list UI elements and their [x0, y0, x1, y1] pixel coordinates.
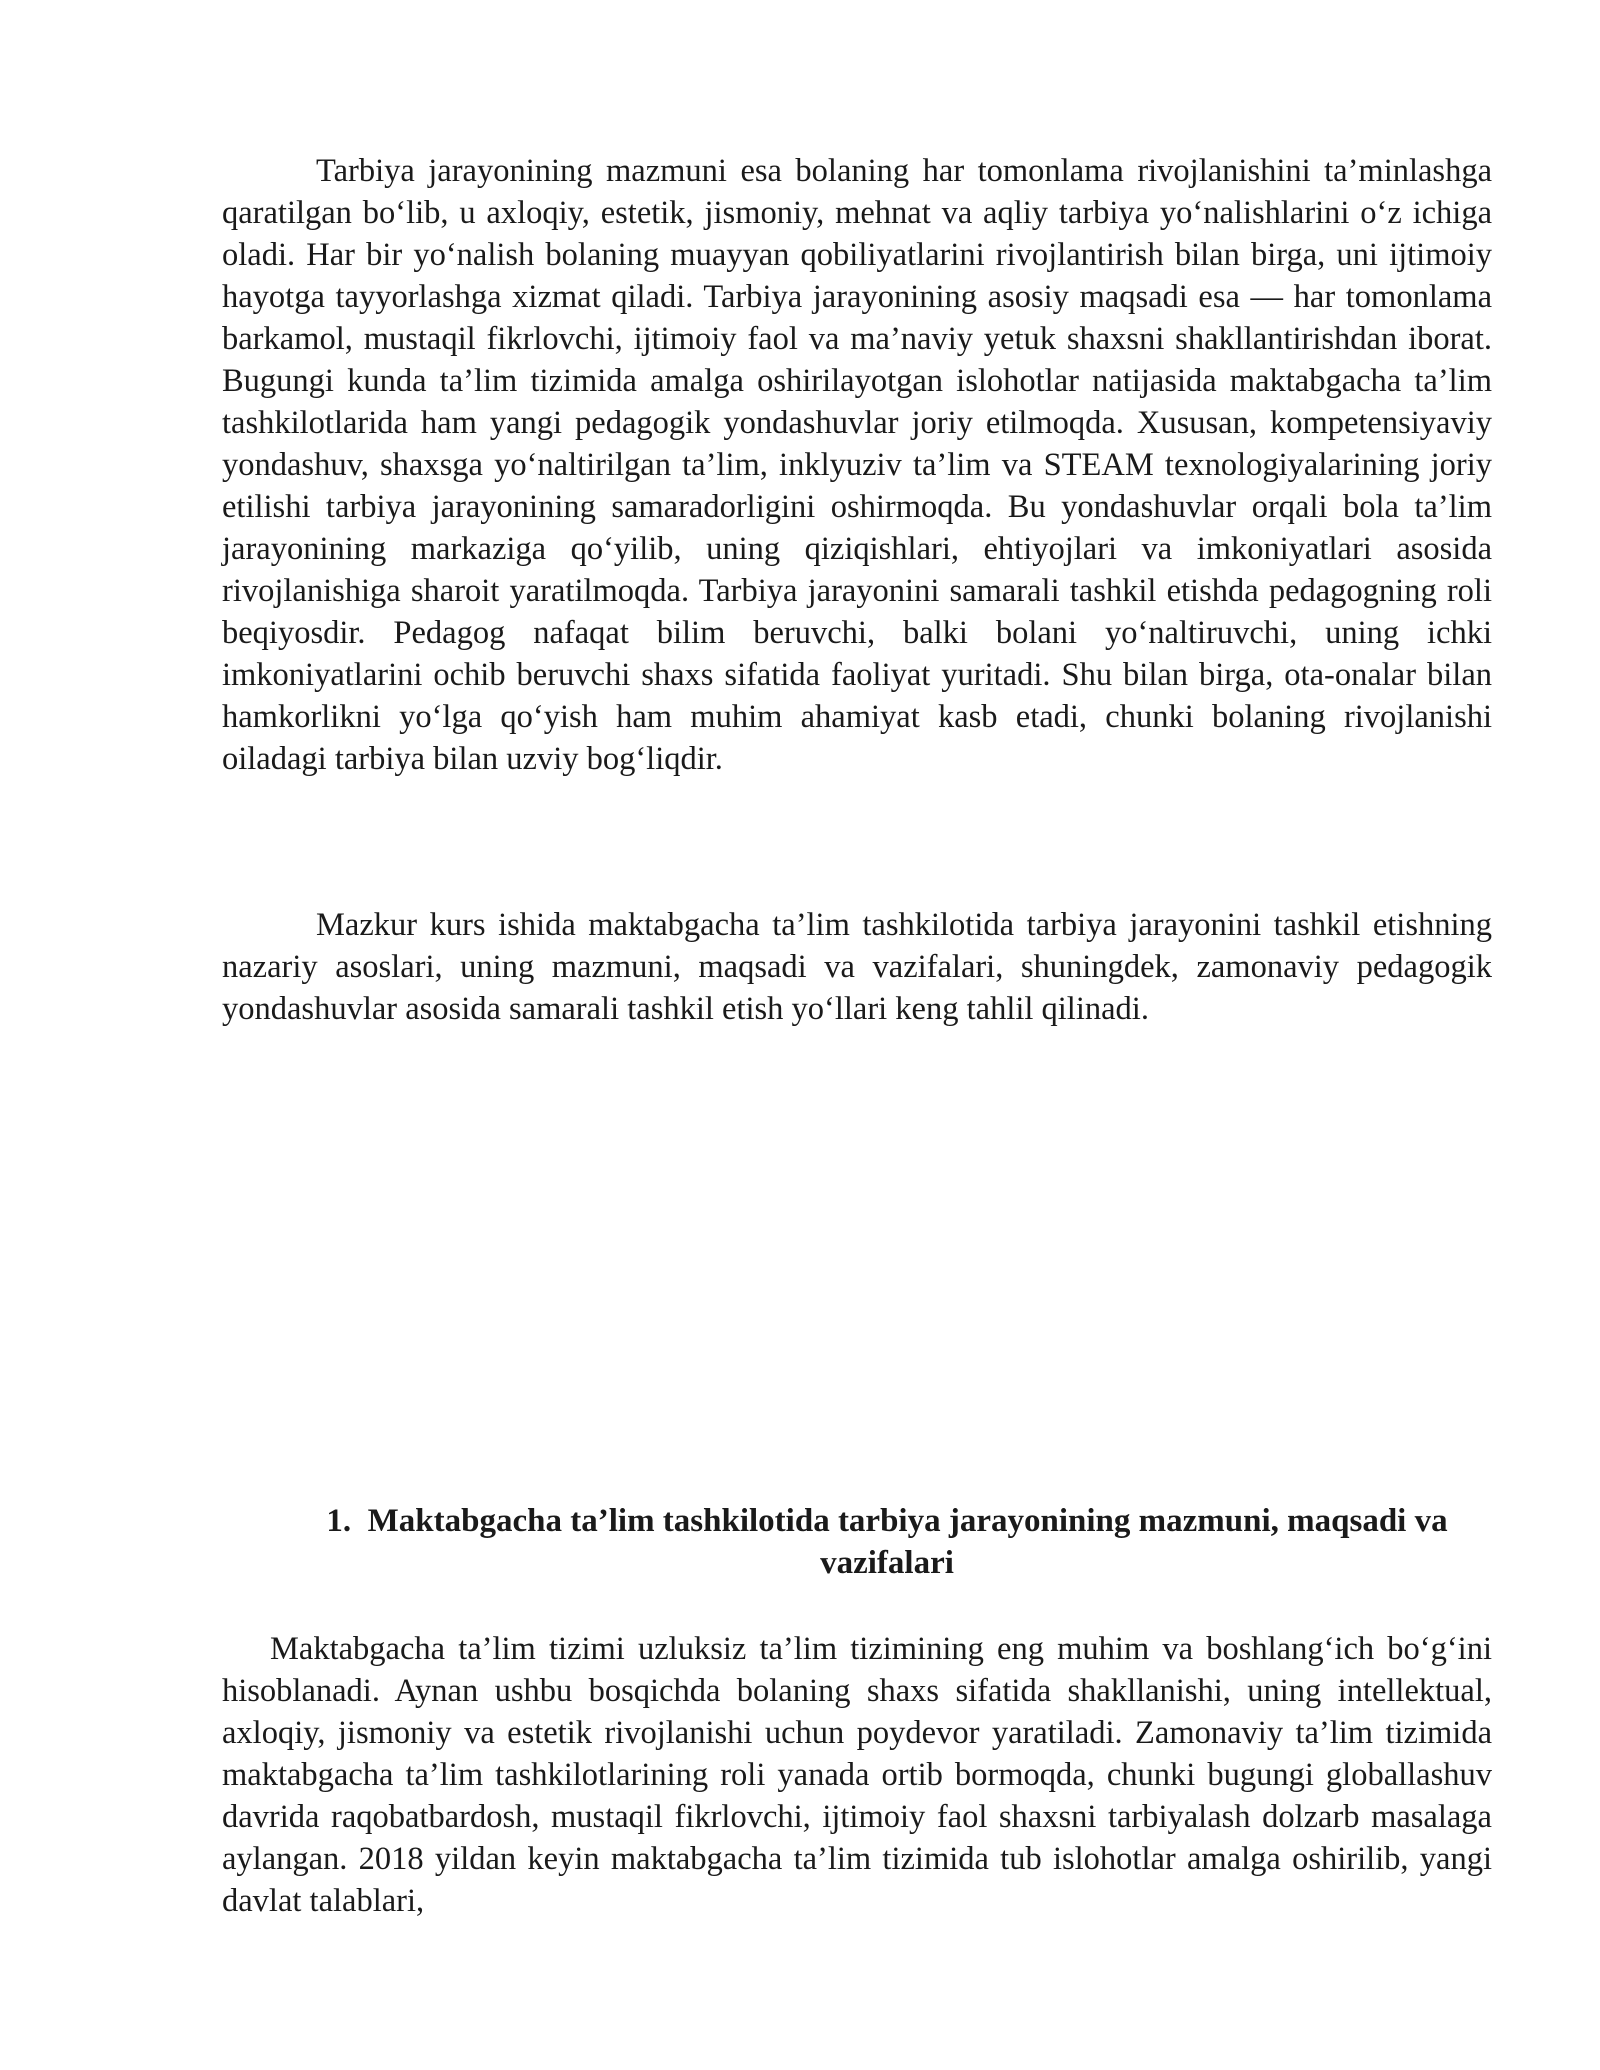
section-number: 1. — [326, 1503, 352, 1539]
body-paragraph: Mazkur kurs ishida maktabgacha ta’lim tashkilotida tarbiya jarayonini tashkil etishning nazariy asoslari, uning mazmuni, maqsadi va vazifalari, shuningdek, zamonaviy pedagogik yondashuvlar asosida samarali tashkil etish yo‘llari keng tahlil qilinadi. — [222, 907, 1492, 1027]
body-paragraph: Tarbiya jarayonining mazmuni esa bolaning har tomonlama rivojlanishini ta’minlashga qaratilgan bo‘lib, u axloqiy, estetik, jismoniy, mehnat va aqliy tarbiya yo‘nalishlarini o‘z ichiga oladi. Har bir yo‘nalish bolaning muayyan qobiliyatlarini rivojlantirish bilan birga, uni ijtimoiy hayotga tayyorlashga xizmat qiladi. Tarbiya jarayonining asosiy maqsadi esa — har tomonlama barkamol, mustaqil fikrlovchi, ijtimoiy faol va ma’naviy yetuk shaxsni shakllantirishdan iborat. Bugungi kunda ta’lim tizimida amalga oshirilayotgan islohotlar natijasida maktabgacha ta’lim tashkilotlarida ham yangi pedagogik yondashuvlar joriy etilmoqda. Xususan, kompetensiyaviy yondashuv, shaxsga yo‘naltirilgan ta’lim, inklyuziv ta’lim va STEAM texnologiyalarining joriy etilishi tarbiya jarayonining samaradorligini oshirmoqda. Bu yondashuvlar orqali bola ta’lim jarayonining markaziga qo‘yilib, uning qiziqishlari, ehtiyojlari va imkoniyatlari asosida rivojlanishiga sharoit yaratilmoqda. Tarbiya jarayonini samarali tashkil etishda pedagogning roli beqiyosdir. Pedagog nafaqat bilim beruvchi, balki bolani yo‘naltiruvchi, uning ichki imkoniyatlarini ochib beruvchi shaxs sifatida faoliyat yuritadi. Shu bilan birga, ota-onalar bilan hamkorlikni yo‘lga qo‘yish ham muhim ahamiyat kasb etadi, chunki bolaning rivojlanishi oiladagi tarbiya bilan uzviy bog‘liqdir. — [222, 153, 1492, 777]
body-paragraph: Maktabgacha ta’lim tizimi uzluksiz ta’lim tizimining eng muhim va boshlang‘ich bo‘g‘ini hisoblanadi. Aynan ushbu bosqichda bolaning shaxs sifatida shakllanishi, uning intellektual, axloqiy, jismoniy va estetik rivojlanishi uchun poydevor yaratiladi. Zamonaviy ta’lim tizimida maktabgacha ta’lim tashkilotlarining roli yanada ortib bormoqda, chunki bugungi globallashuv davrida raqobatbardosh, mustaqil fikrlovchi, ijtimoiy faol shaxsni tarbiyalash dolzarb masalaga aylangan. 2018 yildan keyin maktabgacha ta’lim tizimida tub islohotlar amalga oshirilib, yangi davlat talablari, — [222, 1631, 1492, 1919]
section-title: Maktabgacha ta’lim tashkilotida tarbiya jarayonining mazmuni, maqsadi va vazifalari — [367, 1503, 1448, 1581]
section-heading — [222, 1500, 1492, 1584]
